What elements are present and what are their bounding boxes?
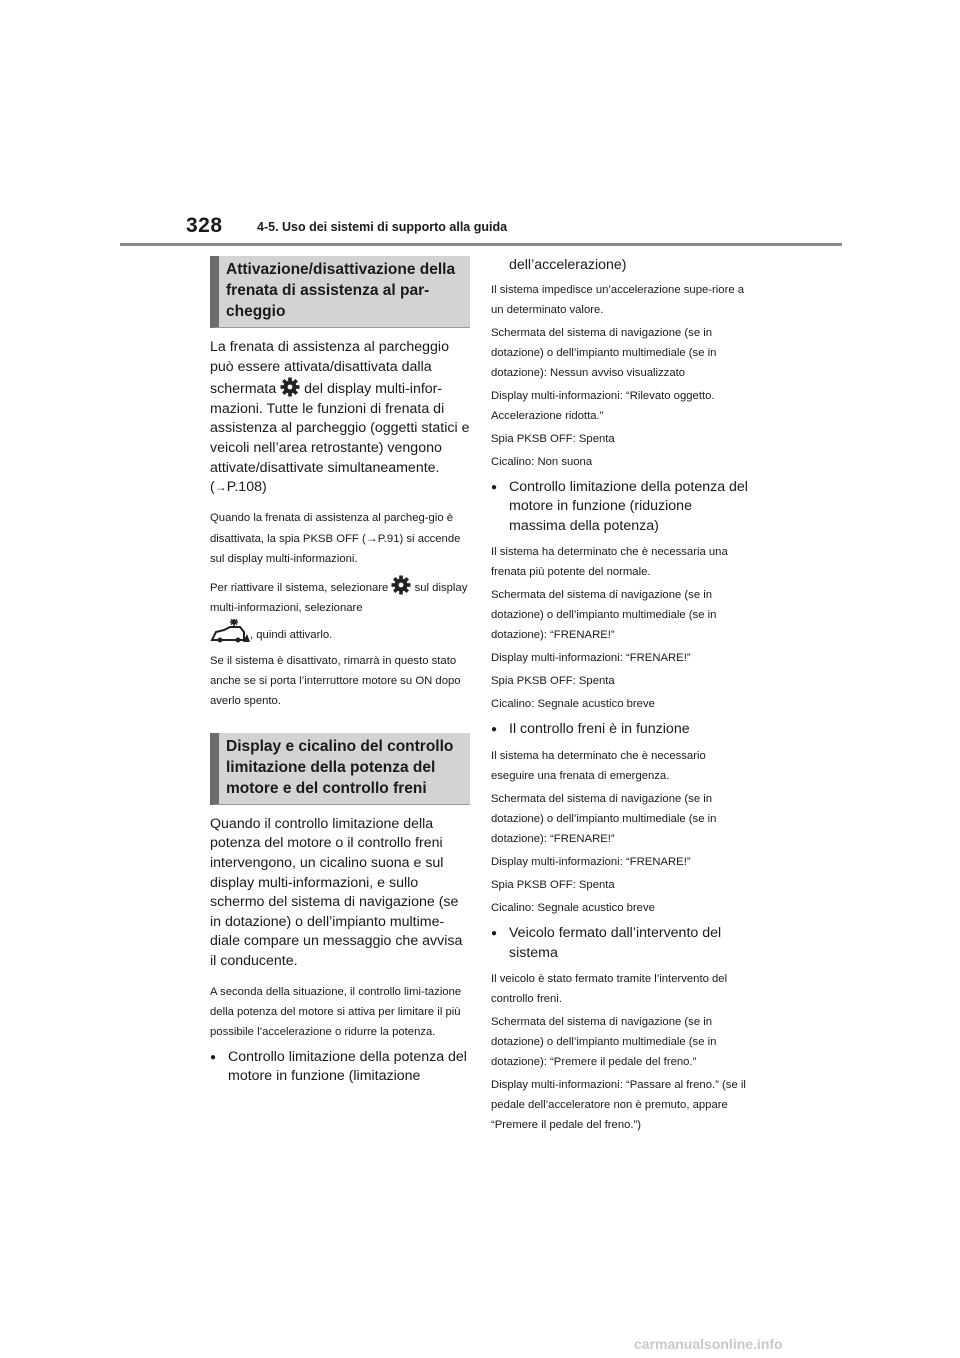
list-item: Cicalino: Non suona (491, 455, 593, 468)
right-column (491, 256, 751, 1138)
heading-activation: Attivazione/disattivazione della frenata di assistenza al par-cheggio (210, 256, 470, 328)
bullet-item (491, 720, 751, 740)
list-item: Spia PKSB OFF: Spenta (491, 878, 615, 891)
list-item: Spia PKSB OFF: Spenta (491, 675, 615, 688)
text: del display multi-infor-mazioni. Tutte le funzioni di frenata di assistenza al parcheggio (oggetti statici e veicoli nell’area retrostante) vengono attivate/disattivate simultaneamente. ( (210, 381, 470, 496)
bullet-dot: ● (491, 724, 498, 736)
text: Quando la frenata di assistenza al parcheg-gio è disattivata, la spia PKSB OFF ( (210, 511, 454, 545)
list-item: Spia PKSB OFF: Spenta (491, 432, 615, 445)
bullet-label: Controllo limitazione della potenza del motore in funzione (limitazione (228, 1048, 467, 1085)
list-item: Il sistema ha determinato che è necessario eseguire una frenata di emergenza. (491, 749, 706, 782)
list-item: Cicalino: Segnale acustico breve (491, 901, 655, 914)
list-item: Schermata del sistema di navigazione (se in dotazione) o dell’impianto multimediale (se in dotazione): Nessun avviso visualizzato (491, 326, 717, 379)
bullet-label: Veicolo fermato dall’intervento del sistema (509, 924, 722, 961)
list-item: Cicalino: Segnale acustico breve (491, 698, 655, 711)
gear-icon (391, 575, 411, 595)
list-item: Il sistema impedisce un’accelerazione supe-riore a un determinato valore. (491, 283, 745, 316)
text: Per riattivare il sistema, selezionare (210, 581, 389, 594)
page-ref-link[interactable]: P.108) (226, 479, 267, 496)
bullet-item (491, 478, 751, 537)
bullet-dot: ● (491, 927, 498, 939)
note-persist: Se il sistema è disattivato, rimarrà in questo stato anche se si porta l’interruttore motore su ON dopo averlo spento. (210, 654, 461, 707)
list-item: Display multi-informazioni: “Passare al freno.” (se il pedale dell’acceleratore non è premuto, appare “Premere il pedale del freno.”) (491, 1079, 746, 1132)
footer-watermark[interactable]: carmanualsonline.info (634, 1336, 783, 1352)
list-item: Schermata del sistema di navigazione (se in dotazione) o dell’impianto multimediale (se in dotazione): “Premere il pedale del freno.” (491, 1016, 717, 1069)
parking-assist-car-icon (210, 618, 250, 644)
bullet-item (210, 1048, 470, 1087)
list-item: Display multi-informazioni: “Rilevato oggetto. Accelerazione ridotta.” (491, 389, 715, 422)
text: , quindi attivarlo. (250, 628, 333, 641)
paragraph-activation (210, 338, 470, 498)
bullet-dot: ● (210, 1051, 217, 1063)
page-number: 328 (186, 214, 223, 237)
bullet-item (491, 924, 751, 963)
bullet-continued: dell’accelerazione) (509, 257, 627, 273)
arrow-glyph: → (214, 480, 227, 495)
header-divider (120, 243, 842, 246)
heading-display-buzzer: Display e cicalino del controllo limitazione della potenza del motore e del controllo freni (210, 733, 470, 805)
section-title: 4-5. Uso dei sistemi di supporto alla guida (257, 220, 508, 234)
arrow-glyph: → (365, 530, 378, 545)
note-reactivate (210, 575, 470, 645)
list-item: Schermata del sistema di navigazione (se in dotazione) o dell’impianto multimediale (se in dotazione): “FRENARE!” (491, 589, 717, 642)
text: sul display multi-informazioni, selezionare (210, 581, 468, 614)
note-situation: A seconda della situazione, il controllo limi-tazione della potenza del motore si attiva per limitare il più possibile l’accelerazione o ridurre la potenza. (210, 985, 462, 1038)
bullet-dot: ● (491, 481, 498, 493)
text: si accende sul display multi-informazioni. (210, 532, 461, 565)
note-pksb-off (210, 508, 470, 569)
list-item: Display multi-informazioni: “FRENARE!” (491, 652, 691, 665)
bullet-label: Il controllo freni è in funzione (509, 721, 690, 738)
list-item: Schermata del sistema di navigazione (se in dotazione) o dell’impianto multimediale (se in dotazione): “FRENARE!” (491, 792, 717, 845)
bullet-label: Controllo limitazione della potenza del motore in funzione (riduzione massima della potenza) (509, 478, 748, 534)
gear-icon (280, 377, 300, 397)
text: La frenata di assistenza al parcheggio può essere attivata/disattivata dalla schermata (210, 339, 449, 398)
list-item: Il veicolo è stato fermato tramite l’intervento del controllo freni. (491, 973, 728, 1006)
list-item: Il sistema ha determinato che è necessaria una frenata più potente del normale. (491, 546, 728, 579)
left-column (210, 256, 470, 1093)
list-item: Display multi-informazioni: “FRENARE!” (491, 855, 691, 868)
page-ref-link[interactable]: P.91) (377, 532, 404, 545)
paragraph-buzzer: Quando il controllo limitazione della potenza del motore o il controllo freni intervengono, un cicalino suona e sul display multi-informazioni, e sullo schermo del sistema di navigazione (se in dotazione) o dell’impianto multime-diale compare un messaggio che avvisa il conducente. (210, 815, 463, 969)
